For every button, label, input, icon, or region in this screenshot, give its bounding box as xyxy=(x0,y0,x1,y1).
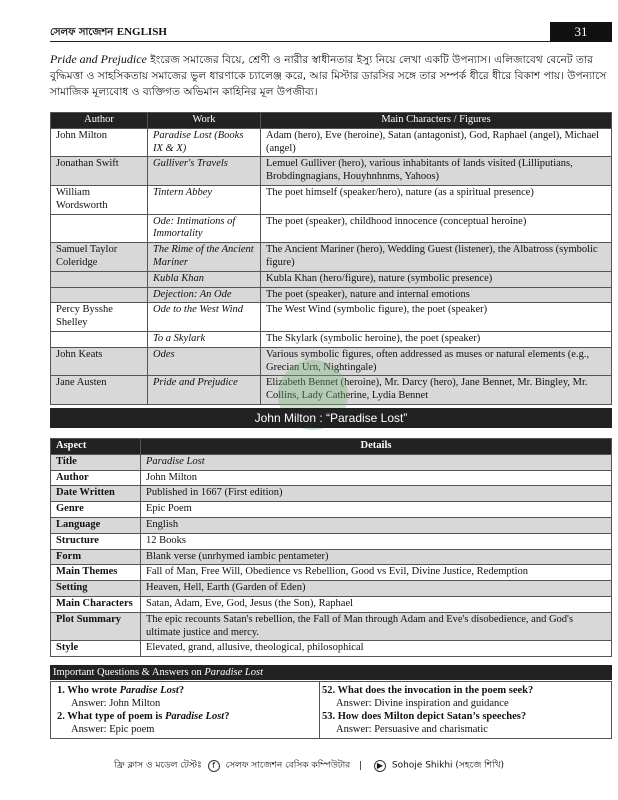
table-row xyxy=(51,549,612,565)
footer-facebook-link[interactable]: সেলফ সাজেশন বেসিক কম্পিউটার xyxy=(225,760,351,771)
table-row xyxy=(51,596,612,612)
author-cell: Jonathan Swift xyxy=(51,157,148,186)
aspect-cell: Language xyxy=(51,517,141,533)
table-row xyxy=(51,287,612,303)
aspect-cell: Style xyxy=(51,641,141,657)
answer: Answer: Divine inspiration and guidance xyxy=(336,698,509,709)
footer-youtube-link[interactable]: Sohoje Shikhi (সহজে শিখি) xyxy=(391,760,505,771)
qa-left-column xyxy=(57,684,319,736)
facts-header-details: Details xyxy=(141,439,612,455)
table-row xyxy=(51,502,612,518)
detail-cell: Epic Poem xyxy=(141,502,612,518)
question-text: 1. Who wrote xyxy=(57,685,120,696)
question: 53. How does Milton depict Satan’s speeches? xyxy=(322,711,527,722)
detail-cell: Blank verse (unrhymed iambic pentameter) xyxy=(141,549,612,565)
characters-cell: The Skylark (symbolic heroine), the poet (speaker) xyxy=(261,331,612,347)
facts-header-aspect: Aspect xyxy=(51,439,141,455)
characters-cell: Adam (hero), Eve (heroine), Satan (antagonist), God, Raphael (angel), Michael (angel) xyxy=(261,128,612,157)
author-cell: William Wordsworth xyxy=(51,185,148,214)
header-title xyxy=(50,26,167,39)
answer: Answer: Epic poem xyxy=(71,724,155,735)
characters-cell: The West Wind (symbolic figure), the poet (speaker) xyxy=(261,303,612,332)
answer: Answer: John Milton xyxy=(71,698,161,709)
detail-cell: 12 Books xyxy=(141,533,612,549)
detail-cell: Elevated, grand, allusive, theological, philosophical xyxy=(141,641,612,657)
work-cell: Ode to the West Wind xyxy=(148,303,261,332)
question-book: Paradise Lost xyxy=(119,685,179,696)
intro-paragraph xyxy=(50,50,612,101)
work-cell: Odes xyxy=(148,347,261,376)
characters-cell: The Ancient Mariner (hero), Wedding Guest (listener), the Albatross (symbolic figure) xyxy=(261,243,612,272)
aspect-cell: Main Characters xyxy=(51,596,141,612)
table-row xyxy=(51,331,612,347)
page-footer xyxy=(0,760,618,772)
work-cell: Ode: Intimations of Immortality xyxy=(148,214,261,243)
table-row xyxy=(51,486,612,502)
question xyxy=(57,710,319,723)
detail-cell: English xyxy=(141,517,612,533)
table-row xyxy=(51,565,612,581)
author-cell xyxy=(51,271,148,287)
header-title-bn: সেলফ সাজেশন xyxy=(50,27,114,38)
characters-cell: Elizabeth Bennet (heroine), Mr. Darcy (hero), Jane Bennet, Mr. Bingley, Mr. Collins, Lady Catherine, Lydia Bennet xyxy=(261,376,612,405)
author-cell xyxy=(51,214,148,243)
author-cell: John Keats xyxy=(51,347,148,376)
question xyxy=(57,684,319,697)
table-row xyxy=(51,271,612,287)
detail-cell: John Milton xyxy=(141,470,612,486)
intro-text: ইংরেজ সমাজের বিয়ে, শ্রেণী ও নারীর স্বাধীনতার ইস্যু নিয়ে লেখা একটি উপন্যাস। এলিজাবেথ বেনেট তার বুদ্ধিমত্তা ও সাহসিকতায় সমাজের ভুল ধারণাকে চ্যালেঞ্জ করে, আর মিস্টার ডারসির সঙ্গে তার সম্পর্ক ধীরে ধীরে বিকাশ পায়। উপন্যাসে সামাজিক মূল্যবোধ ও ব্যক্তিগত অভিমান কাহিনির মূল উপজীব্য। xyxy=(50,54,607,98)
answer: Answer: Persuasive and charismatic xyxy=(336,724,488,735)
intro-book-title: Pride and Prejudice xyxy=(50,52,147,66)
table-row xyxy=(51,157,612,186)
detail-cell: Satan, Adam, Eve, God, Jesus (the Son), Raphael xyxy=(141,596,612,612)
footer-divider: | xyxy=(359,760,363,771)
aspect-cell: Author xyxy=(51,470,141,486)
facts-table xyxy=(50,438,612,657)
work-cell: Kubla Khan xyxy=(148,271,261,287)
table-row xyxy=(51,185,612,214)
aspect-cell: Structure xyxy=(51,533,141,549)
question: 52. What does the invocation in the poem seek? xyxy=(322,685,534,696)
table-row xyxy=(51,533,612,549)
works-header-characters: Main Characters / Figures xyxy=(261,113,612,129)
characters-cell: Various symbolic figures, often addressed as muses or natural elements (e.g., Grecian Urn, Nightingale) xyxy=(261,347,612,376)
detail-cell: Published in 1667 (First edition) xyxy=(141,486,612,502)
works-header-work: Work xyxy=(148,113,261,129)
aspect-cell: Setting xyxy=(51,581,141,597)
question-suffix: ? xyxy=(224,711,230,722)
author-cell xyxy=(51,331,148,347)
table-row xyxy=(51,517,612,533)
characters-cell: The poet himself (speaker/hero), nature (as a spiritual presence) xyxy=(261,185,612,214)
author-cell: Samuel Taylor Coleridge xyxy=(51,243,148,272)
work-cell: Dejection: An Ode xyxy=(148,287,261,303)
table-row xyxy=(51,454,612,470)
aspect-cell: Form xyxy=(51,549,141,565)
detail-cell: The epic recounts Satan's rebellion, the Fall of Man through Adam and Eve's disobedience, and God's ultimate justice and mercy. xyxy=(141,612,612,641)
detail-cell: Heaven, Hell, Earth (Garden of Eden) xyxy=(141,581,612,597)
youtube-icon: ▶ xyxy=(374,760,386,772)
detail-cell: Paradise Lost xyxy=(141,454,612,470)
page-header xyxy=(50,22,612,42)
question-book: Paradise Lost xyxy=(165,711,225,722)
footer-label: ফ্রি ক্লাস ও মডেল টেস্টঃ xyxy=(113,760,202,771)
table-row xyxy=(51,128,612,157)
author-cell: John Milton xyxy=(51,128,148,157)
aspect-cell: Plot Summary xyxy=(51,612,141,641)
works-header-author: Author xyxy=(51,113,148,129)
section-title-bar: John Milton : “Paradise Lost” xyxy=(50,408,612,428)
table-row xyxy=(51,214,612,243)
aspect-cell: Genre xyxy=(51,502,141,518)
table-row xyxy=(51,303,612,332)
author-cell xyxy=(51,287,148,303)
table-row xyxy=(51,581,612,597)
question-suffix: ? xyxy=(178,685,185,696)
aspect-cell: Title xyxy=(51,454,141,470)
qa-title-prefix: Important Questions & Answers on xyxy=(53,667,205,678)
work-cell: To a Skylark xyxy=(148,331,261,347)
work-cell: The Rime of the Ancient Mariner xyxy=(148,243,261,272)
work-cell: Tintern Abbey xyxy=(148,185,261,214)
facebook-icon: f xyxy=(208,760,220,772)
work-cell: Paradise Lost (Books IX & X) xyxy=(148,128,261,157)
work-cell: Gulliver's Travels xyxy=(148,157,261,186)
characters-cell: Kubla Khan (hero/figure), nature (symbolic presence) xyxy=(261,271,612,287)
characters-cell: Lemuel Gulliver (hero), various inhabitants of lands visited (Lilliputians, Brobdingnagians, Houyhnhnms, Yahoos) xyxy=(261,157,612,186)
qa-right-column xyxy=(319,682,611,738)
qa-section-title xyxy=(50,665,612,680)
author-cell: Percy Bysshe Shelley xyxy=(51,303,148,332)
page-number: 31 xyxy=(550,22,612,42)
table-row xyxy=(51,612,612,641)
characters-cell: The poet (speaker), nature and internal emotions xyxy=(261,287,612,303)
work-cell: Pride and Prejudice xyxy=(148,376,261,405)
table-row xyxy=(51,470,612,486)
aspect-cell: Date Written xyxy=(51,486,141,502)
question-text: 2. What type of poem is xyxy=(57,711,166,722)
characters-cell: The poet (speaker), childhood innocence (conceptual heroine) xyxy=(261,214,612,243)
table-row xyxy=(51,641,612,657)
works-table xyxy=(50,112,612,405)
author-cell: Jane Austen xyxy=(51,376,148,405)
header-title-en: ENGLISH xyxy=(116,26,167,38)
table-row xyxy=(51,243,612,272)
aspect-cell: Main Themes xyxy=(51,565,141,581)
qa-title-book: Paradise Lost xyxy=(204,667,264,678)
qa-box xyxy=(50,681,612,739)
detail-cell: Fall of Man, Free Will, Obedience vs Rebellion, Good vs Evil, Divine Justice, Redemption xyxy=(141,565,612,581)
